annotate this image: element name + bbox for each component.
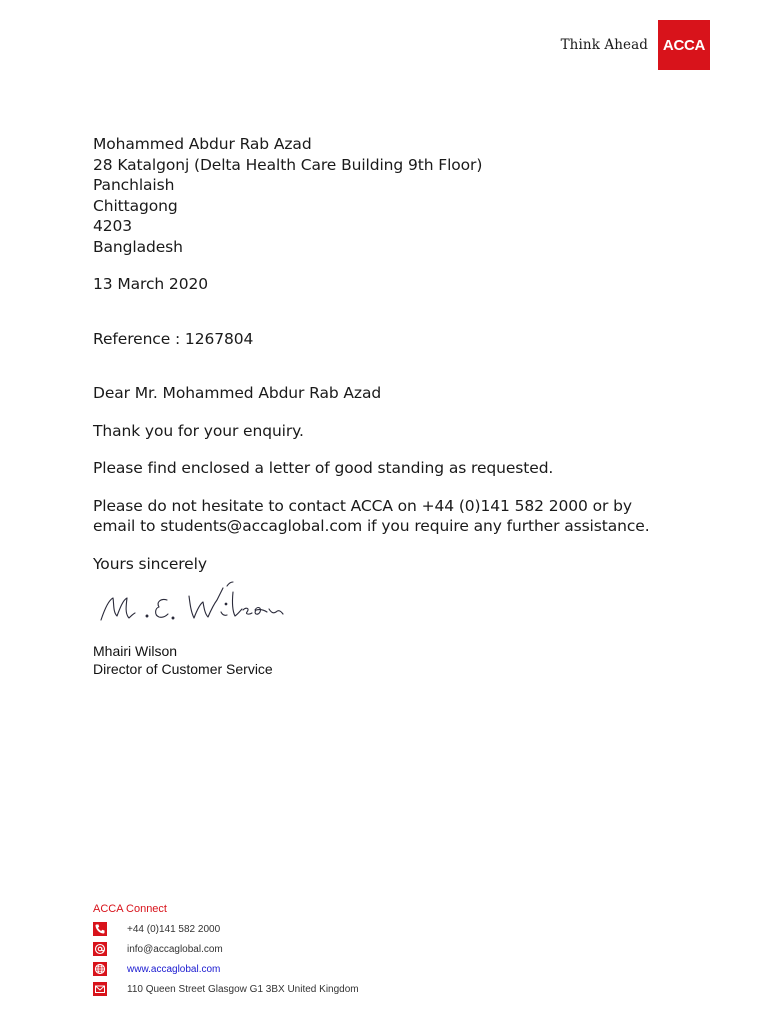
contact-line-2: email to students@accaglobal.com if you require any further assistance. [93,517,650,535]
letter-body [93,134,713,574]
recipient-city: Chittagong [93,196,178,215]
handwritten-signature [93,574,293,630]
footer-title: ACCA Connect [93,903,167,915]
globe-icon [93,962,107,976]
reference-number: Reference : 1267804 [93,329,254,348]
salutation: Dear Mr. Mohammed Abdur Rab Azad [93,384,382,402]
acca-logo [658,20,710,70]
paragraph-enclosed: Please find enclosed a letter of good standing as requested. [93,459,554,477]
contact-line-1: Please do not hesitate to contact ACCA on +44 (0)141 582 2000 or by [93,496,632,515]
footer-email-row [93,939,359,959]
recipient-postcode: 4203 [93,217,133,235]
letterhead [561,20,710,70]
recipient-name: Mohammed Abdur Rab Azad [93,135,312,153]
recipient-address-line2: Panchlaish [93,176,175,194]
footer-address: 110 Queen Street Glasgow G1 3BX United Kingdom [127,983,359,995]
paragraph-enquiry: Thank you for your enquiry. [93,421,304,440]
at-icon [93,942,107,956]
tagline: Think Ahead [560,37,648,53]
paragraph-contact [93,496,713,537]
recipient-country: Bangladesh [93,237,183,256]
footer-website-row [93,959,359,979]
recipient-address-line1: 28 Katalgonj (Delta Health Care Building 9th Floor) [93,155,483,174]
footer-contact [93,903,359,999]
footer-phone-row [93,919,359,939]
signer-name: Mhairi Wilson [93,643,178,659]
footer-phone: +44 (0)141 582 2000 [127,923,221,935]
logo-text: ACCA [662,36,706,54]
signer-title: Director of Customer Service [93,661,273,677]
envelope-icon [93,982,107,996]
signer-block [93,642,273,678]
footer-website-link[interactable]: www.accaglobal.com [127,963,221,975]
phone-icon [93,922,107,936]
letter-date: 13 March 2020 [93,275,208,293]
footer-address-row [93,979,359,999]
closing: Yours sincerely [93,554,207,573]
footer-email[interactable]: info@accaglobal.com [127,943,223,955]
